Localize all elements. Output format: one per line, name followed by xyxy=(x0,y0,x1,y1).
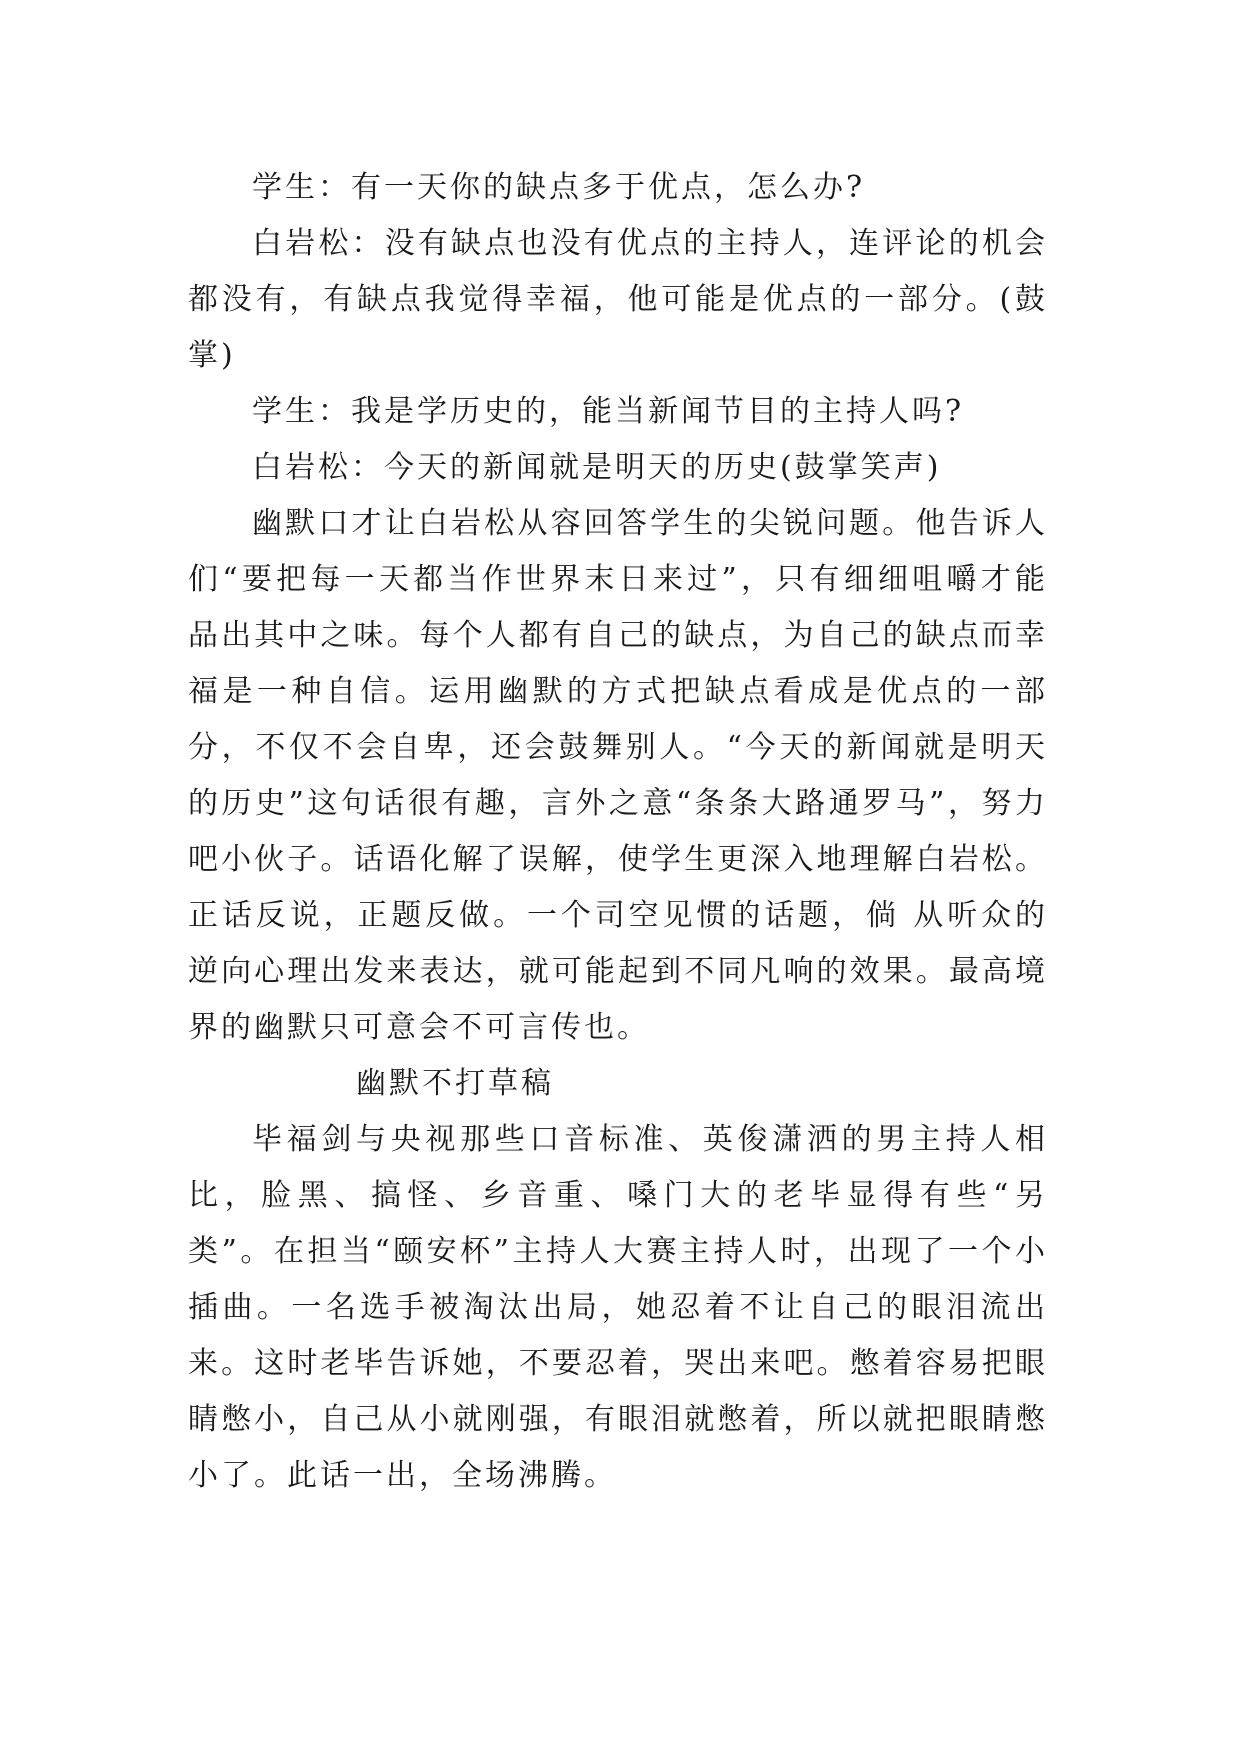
paragraph-bai-answer-2: 白岩松：今天的新闻就是明天的历史(鼓掌笑声) xyxy=(252,450,942,485)
paragraph-student-question-2: 学生：我是学历史的，能当新闻节目的主持人吗? xyxy=(252,394,965,429)
document-body xyxy=(188,160,1048,1504)
paragraph-bi-fujian-story: 毕福剑与央视那些口音标准、英俊潇洒的男主持人相比，脸黑、搞怪、乡音重、嗓门大的老毕显得有些“另类”。在担当“颐安杯”主持人大赛主持人时，出现了一个小插曲。一名选手被淘汰出局，她忍着不让自己的眼泪流出来。这时老毕告诉她，不要忍着，哭出来吧。憋着容易把眼睛憋小，自己从小就刚强，有眼泪就憋着，所以就把眼睛憋小了。此话一出，全场沸腾。 xyxy=(188,1122,1048,1493)
paragraph-student-question-1: 学生：有一天你的缺点多于优点，怎么办? xyxy=(252,170,866,205)
paragraph-bai-answer-1: 白岩松：没有缺点也没有优点的主持人，连评论的机会都没有，有缺点我觉得幸福，他可能是优点的一部分。(鼓掌) xyxy=(188,226,1048,373)
paragraph-commentary: 幽默口才让白岩松从容回答学生的尖锐问题。他告诉人们“要把每一天都当作世界末日来过”，只有细细咀嚼才能品出其中之味。每个人都有自己的缺点，为自己的缺点而幸福是一种自信。运用幽默的方式把缺点看成是优点的一部分，不仅不会自卑，还会鼓舞别人。“今天的新闻就是明天的历史”这句话很有趣，言外之意“条条大路通罗马”，努力吧小伙子。话语化解了误解，使学生更深入地理解白岩松。正话反说，正题反做。一个司空见惯的话题，倘 从听众的逆向心理出发来表达，就可能起到不同凡响的效果。最高境界的幽默只可意会不可言传也。 xyxy=(188,506,1048,1045)
section-heading: 幽默不打草稿 xyxy=(356,1066,554,1101)
